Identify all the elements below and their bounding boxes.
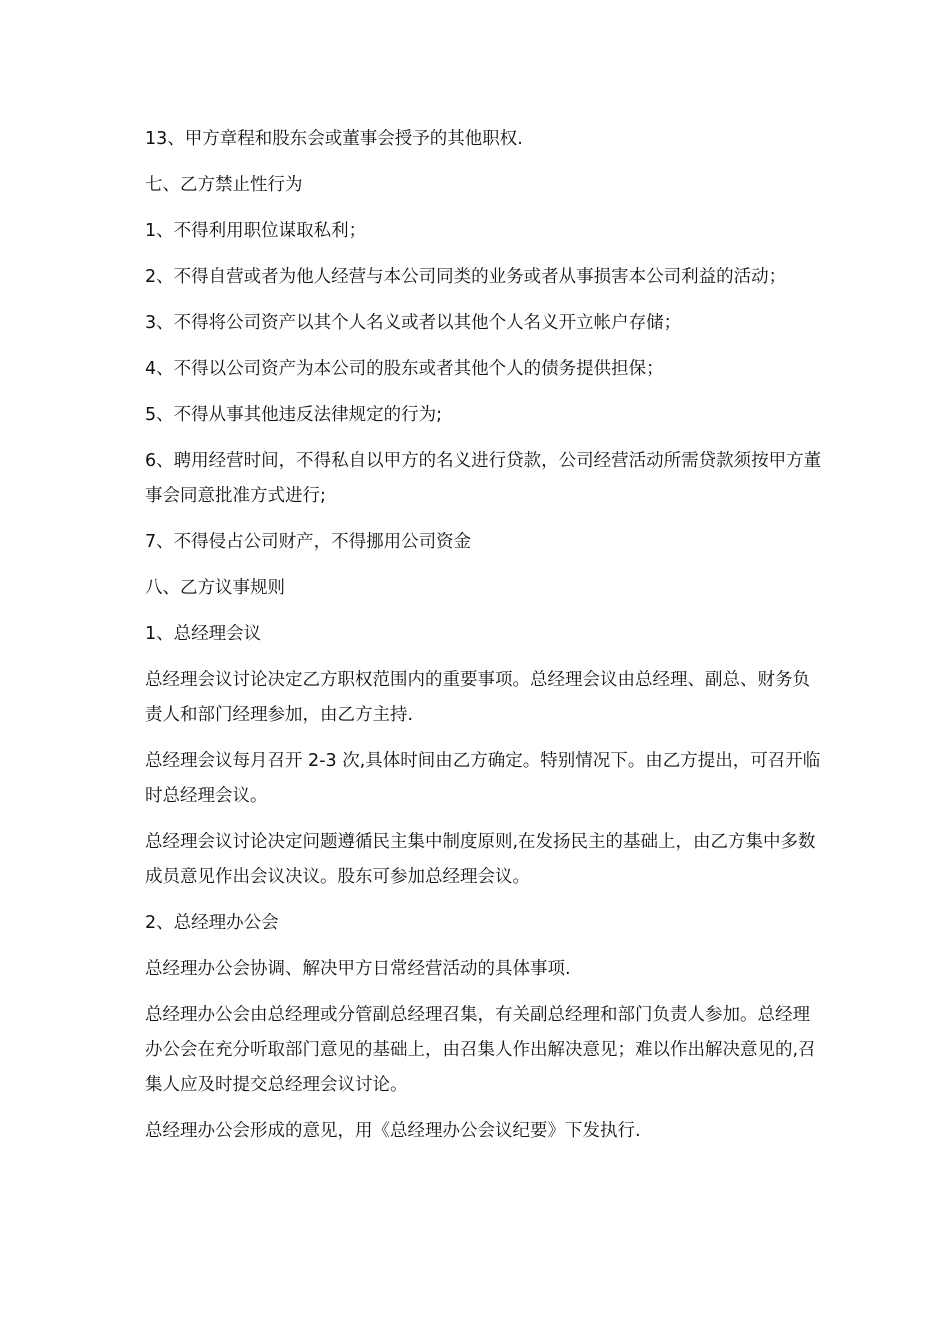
rule-2-heading: 2、总经理办公会 [145,913,279,933]
rule-1-heading: 1、总经理会议 [145,624,262,644]
prohibition-3-text: 3、不得将公司资产以其个人名义或者以其他个人名义开立帐户存储； [145,313,682,333]
prohibition-7-text: 7、不得侵占公司财产，不得挪用公司资金 [145,532,472,552]
rule-1-paragraph-3: 总经理会议讨论决定问题遵循民主集中制度原则,在发扬民主的基础上，由乙方集中多数成员意见作出会议决议。股东可参加总经理会议。 [145,832,816,887]
rule-2-paragraph-1: 总经理办公会协调、解决甲方日常经营活动的具体事项. [145,959,571,979]
prohibition-5-text: 5、不得从事其他违反法律规定的行为; [145,405,443,425]
rule-1-paragraph-2: 总经理会议每月召开 2-3 次,具体时间由乙方确定。特别情况下。由乙方提出，可召开临时总经理会议。 [145,751,821,806]
rule-1-paragraph-1: 总经理会议讨论决定乙方职权范围内的重要事项。总经理会议由总经理、副总、财务负责人和部门经理参加，由乙方主持. [145,670,810,725]
prohibition-1-text: 1、不得利用职位谋取私利； [145,221,367,241]
prohibition-6-text: 6、聘用经营时间，不得私自以甲方的名义进行贷款，公司经营活动所需贷款须按甲方董事会同意批准方式进行; [145,451,822,506]
clause-13-text: 13、甲方章程和股东会或董事会授予的其他职权. [145,129,523,149]
document-body [145,122,825,1160]
prohibition-2-text: 2、不得自营或者为他人经营与本公司同类的业务或者从事损害本公司利益的活动； [145,267,787,287]
rule-2-paragraph-3: 总经理办公会形成的意见，用《总经理办公会议纪要》下发执行. [145,1121,641,1141]
prohibition-4-text: 4、不得以公司资产为本公司的股东或者其他个人的债务提供担保； [145,359,664,379]
section-7-heading: 七、乙方禁止性行为 [145,175,303,195]
section-8-heading: 八、乙方议事规则 [145,578,285,598]
rule-2-paragraph-2: 总经理办公会由总经理或分管副总经理召集，有关副总经理和部门负责人参加。总经理办公会在充分听取部门意见的基础上，由召集人作出解决意见；难以作出解决意见的,召集人应及时提交总经理会议讨论。 [145,1005,816,1095]
